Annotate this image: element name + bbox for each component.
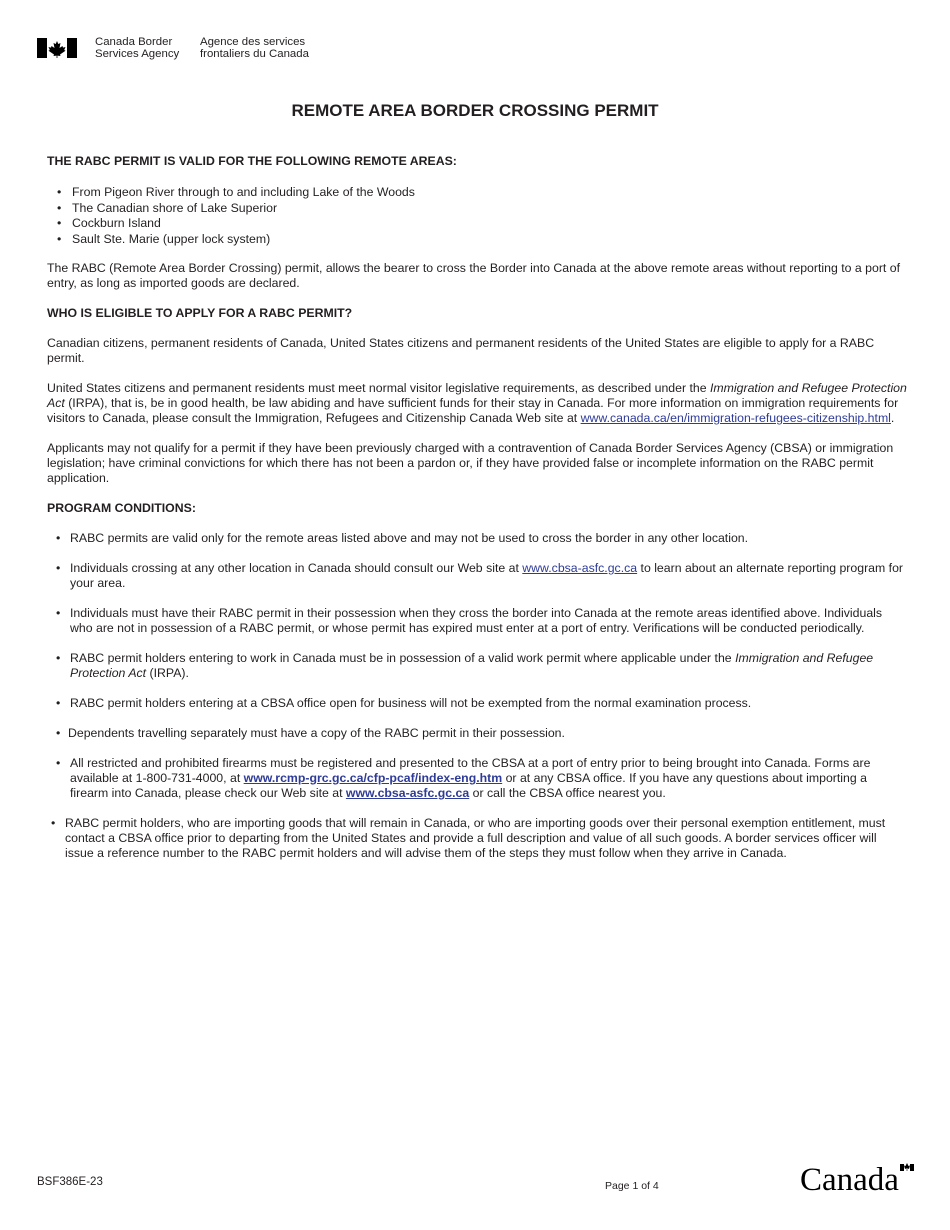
- agency-name-en-line2: Services Agency: [95, 48, 180, 60]
- list-item: • The Canadian shore of Lake Superior: [47, 201, 907, 217]
- canada-wordmark-logo: [798, 1160, 916, 1196]
- areas-list: [47, 185, 907, 247]
- list-item: [47, 651, 907, 681]
- text-span: Individuals crossing at any other location in Canada should consult our Web site at: [70, 561, 523, 575]
- list-item: [47, 561, 907, 591]
- rabc-description: The RABC (Remote Area Border Crossing) permit, allows the bearer to cross the Border into Canada at the above remote areas without reporting to a port of entry, as long as imported goods are declared.: [47, 261, 901, 290]
- ircc-website-link[interactable]: www.canada.ca/en/immigration-refugees-citizenship.html: [580, 411, 891, 425]
- eligibility-paragraph: Canadian citizens, permanent residents of Canada, United States citizens and permanent residents of the United States are eligible to apply for a RABC permit.: [47, 336, 875, 365]
- document-body: [47, 154, 907, 876]
- text-span: (IRPA), that is, be in good health, be law abiding and have sufficient funds for their stay in Canada. For more information on immigration requirements for visitors to Canada, please consult the Immigration, Refugees and Citizenship Canada Web site at: [47, 396, 899, 425]
- cbsa-website-link[interactable]: www.cbsa-asfc.gc.ca: [522, 561, 638, 575]
- disqualification-paragraph: Applicants may not qualify for a permit if they have been previously charged with a contravention of Canada Border Services Agency (CBSA) or immigration legislation; have criminal convictions for which there has not been a pardon or, if they have provided false or incomplete information on the RABC permit application.: [47, 441, 894, 485]
- agency-name-fr: [200, 36, 330, 60]
- list-item: • Cockburn Island: [47, 216, 907, 232]
- list-item: • From Pigeon River through to and including Lake of the Woods: [47, 185, 907, 201]
- act-name: Immigration and Refugee Protection Act: [47, 381, 907, 410]
- areas-heading: THE RABC PERMIT IS VALID FOR THE FOLLOWING REMOTE AREAS:: [47, 154, 457, 168]
- list-item: [47, 756, 907, 801]
- act-name: Immigration and Refugee Protection Act: [70, 651, 874, 680]
- list-item: • Individuals must have their RABC permit in their possession when they cross the border into Canada at the remote areas identified above. Individuals who are not in possession of a RABC permit, or whose permit has expired must enter at a port of entry. Verifications will be conducted periodically.: [47, 606, 907, 636]
- agency-name-fr-line1: Agence des services: [200, 36, 306, 48]
- page-number: Page 1 of 4: [605, 1180, 659, 1192]
- list-item: • RABC permits are valid only for the remote areas listed above and may not be used to cross the border in any other location.: [47, 531, 907, 546]
- list-item: • RABC permit holders entering at a CBSA office open for business will not be exempted from the normal examination process.: [47, 696, 907, 711]
- conditions-list: [47, 531, 907, 861]
- text-span: or at any CBSA office. If you have any questions about importing a firearm into Canada, please check our Web site at: [70, 771, 867, 800]
- text-span: or call the CBSA office nearest you.: [469, 786, 666, 800]
- canada-flag-icon: [37, 38, 77, 58]
- page-title: REMOTE AREA BORDER CROSSING PERMIT: [291, 101, 659, 120]
- list-item: • Dependents travelling separately must have a copy of the RABC permit in their possession.: [47, 726, 907, 741]
- text-span: United States citizens and permanent residents must meet normal visitor legislative requirements, as described under the: [47, 381, 710, 395]
- rcmp-website-link[interactable]: www.rcmp-grc.gc.ca/cfp-pcaf/index-eng.htm: [243, 771, 503, 785]
- text-span: All restricted and prohibited firearms must be registered and presented to the CBSA at a port of entry prior to being brought into Canada. Forms are available at 1-800-731-4000, at: [70, 756, 871, 785]
- agency-name-fr-line2: frontaliers du Canada: [200, 48, 309, 60]
- text-span: to learn about an alternate reporting program for your area.: [70, 561, 904, 590]
- conditions-heading: PROGRAM CONDITIONS:: [47, 501, 196, 515]
- agency-name-en: [95, 36, 205, 60]
- text-span: RABC permit holders entering to work in Canada must be in possession of a valid work permit where applicable under the: [70, 651, 736, 665]
- list-item: • RABC permit holders, who are importing goods that will remain in Canada, or who are importing goods over their personal exemption entitlement, must contact a CBSA office prior to departing from the United States and provide a full description and value of all such goods. A border services officer will issue a reference number to the RABC permit holders and will advise them of the steps they must follow when they arrive in Canada.: [47, 816, 907, 861]
- visitor-requirements-paragraph: [47, 381, 907, 426]
- cbsa-website-link[interactable]: www.cbsa-asfc.gc.ca: [345, 786, 470, 800]
- agency-name-en-line1: Canada Border: [95, 36, 173, 48]
- text-span: (IRPA).: [146, 666, 189, 680]
- list-item: • Sault Ste. Marie (upper lock system): [47, 232, 907, 248]
- svg-text:Canada: Canada: [800, 1162, 899, 1196]
- form-code: BSF386E-23: [37, 1176, 103, 1188]
- text-span: .: [890, 411, 895, 425]
- eligibility-heading: WHO IS ELIGIBLE TO APPLY FOR A RABC PERMIT?: [47, 306, 353, 320]
